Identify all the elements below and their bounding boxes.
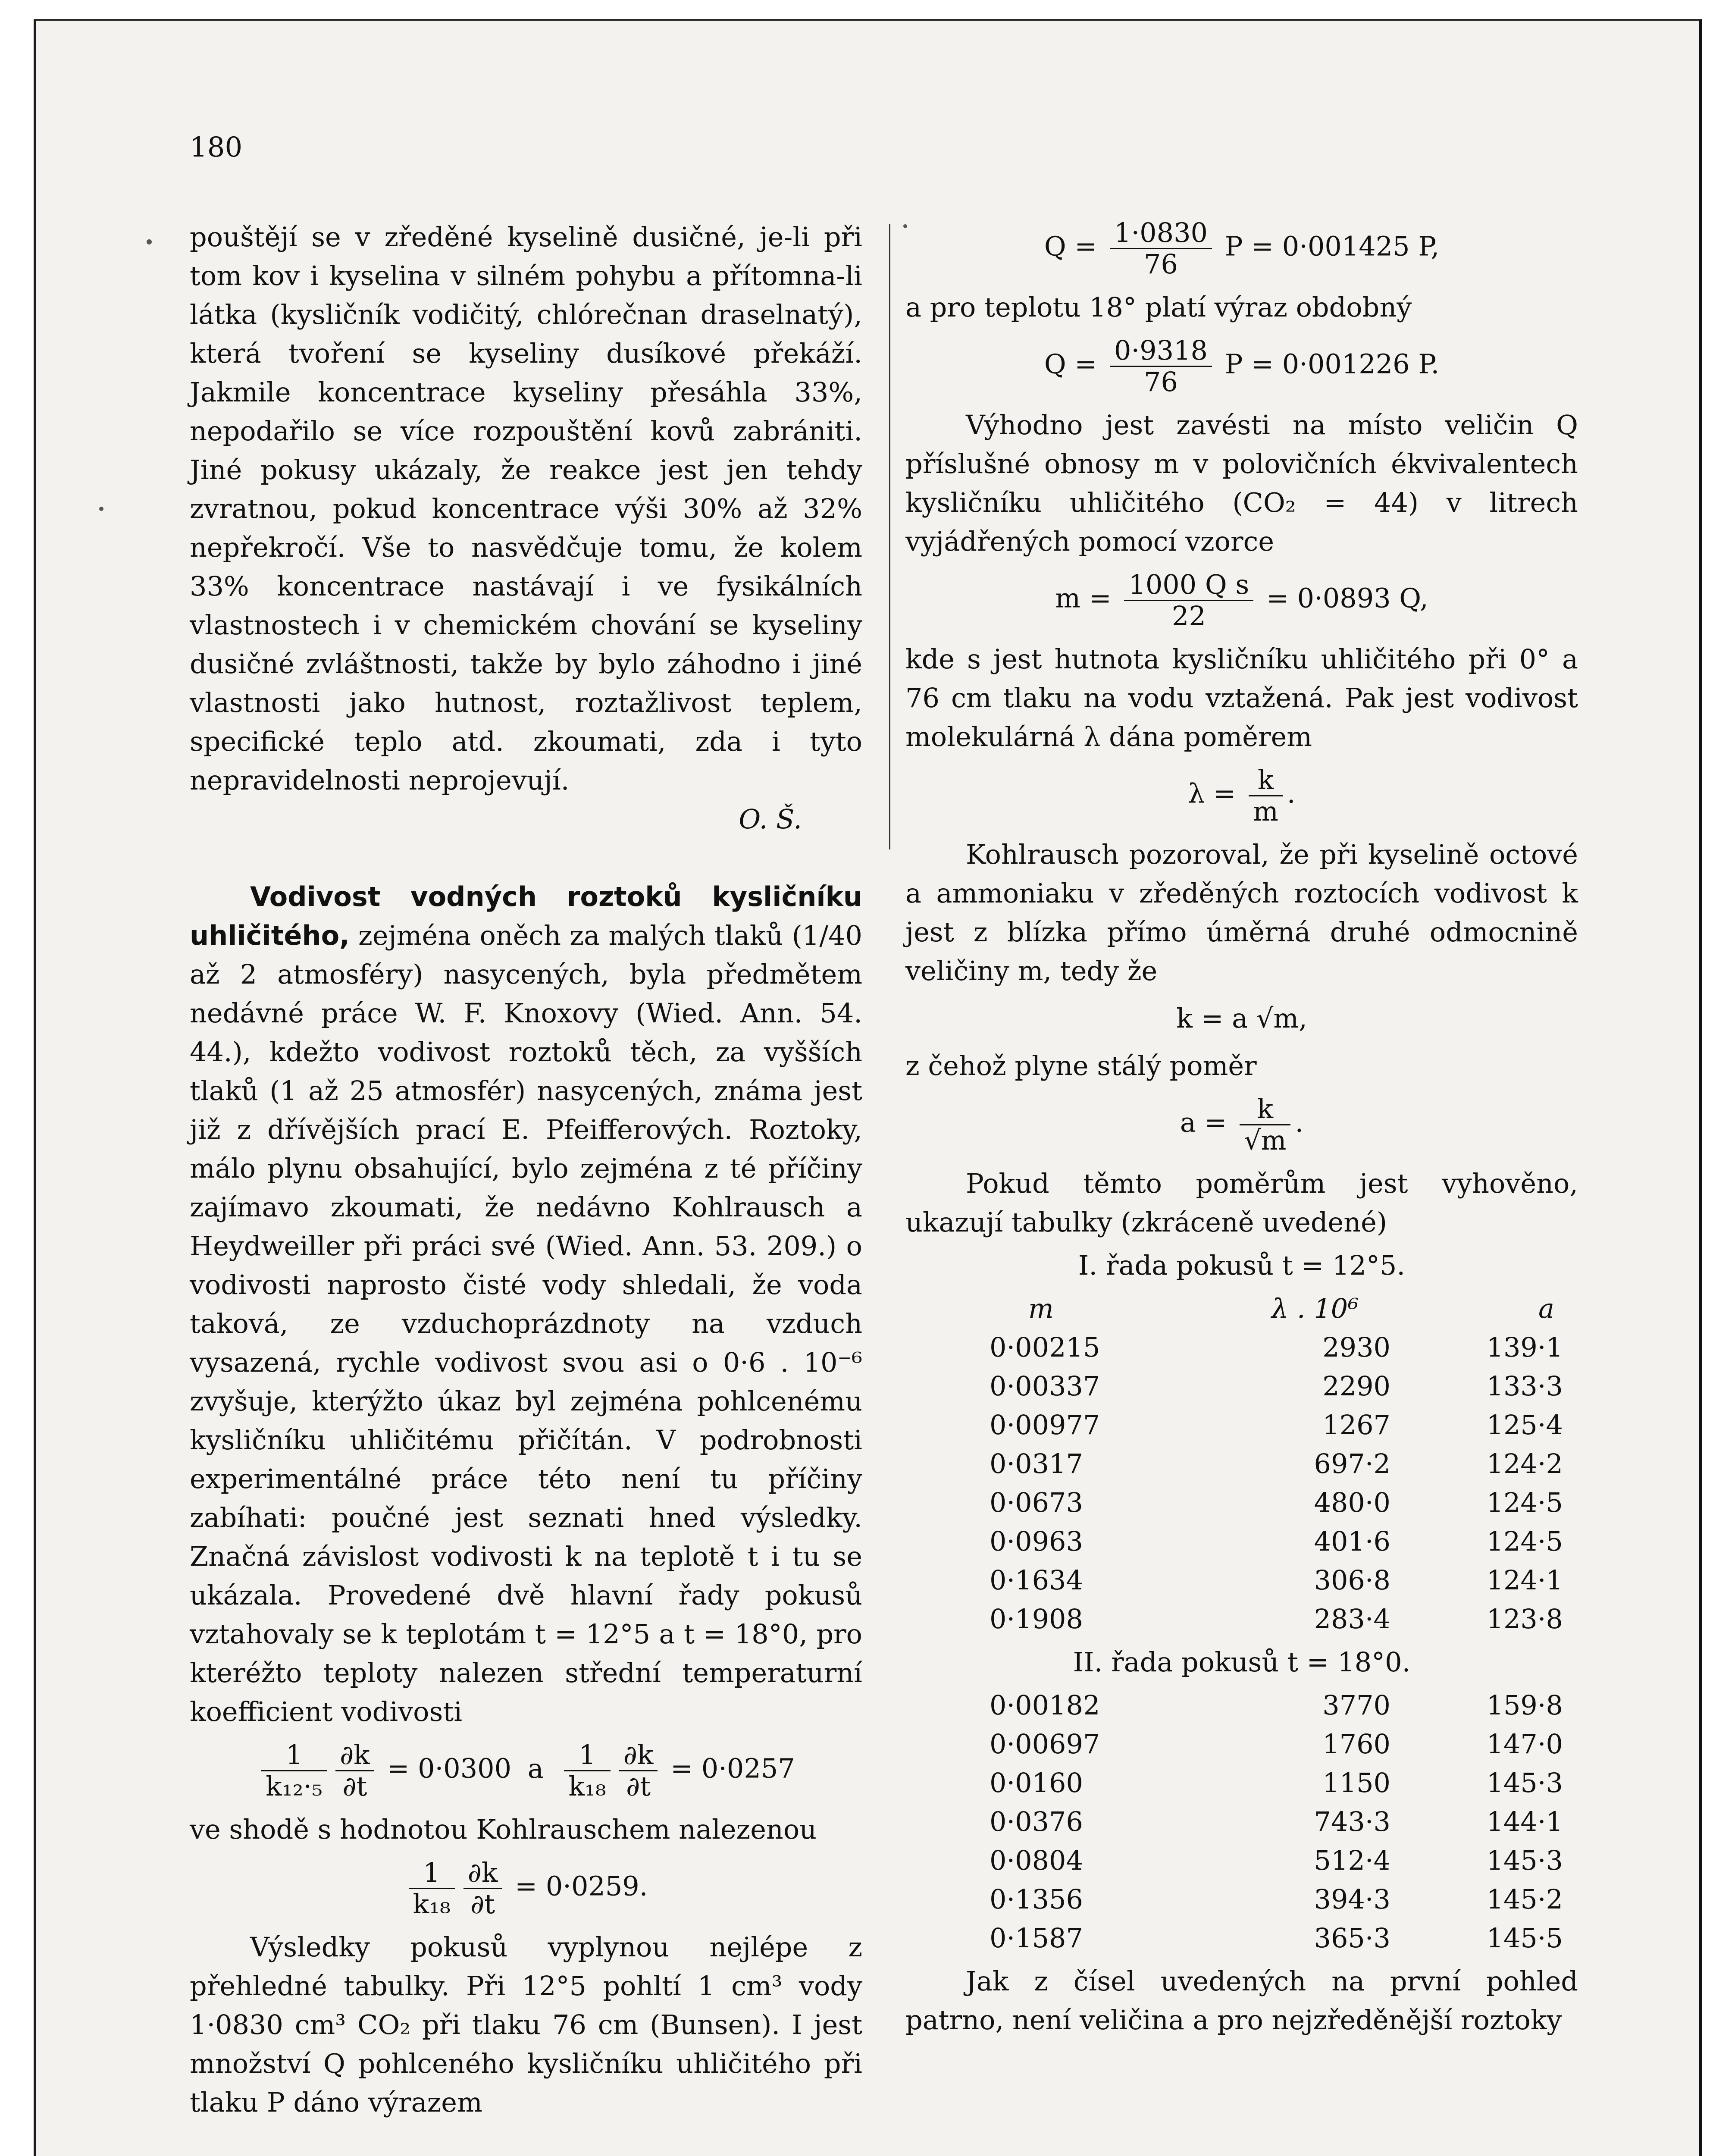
table-row: [990, 1600, 1563, 1639]
table-cell: 0·1587: [990, 1922, 1083, 1954]
table-row: [990, 1880, 1563, 1919]
table-cell: 365·3: [1314, 1922, 1390, 1954]
paragraph-tables-intro: Pokud těmto poměrům jest vyhověno, ukazují tabulky (zkráceně uvedené): [905, 1168, 1578, 1238]
table-cell: 743·3: [1314, 1806, 1390, 1837]
table-cell: 283·4: [1314, 1603, 1390, 1635]
fraction: $\frac{\partial k}{\partial t}$: [335, 1740, 374, 1802]
fraction: $\frac{0\cdot 9318}{76}$: [1110, 335, 1212, 397]
table-row: [990, 1725, 1563, 1764]
table-row: [990, 1919, 1563, 1958]
table-cell: 124·5: [1486, 1526, 1563, 1557]
table-row: [990, 1561, 1563, 1600]
fraction: $\frac{k}{√m}$: [1240, 1094, 1290, 1156]
fraction: $\frac{\partial k}{\partial t}$: [619, 1740, 658, 1802]
table-cell: 147·0: [1486, 1728, 1563, 1760]
table-row: [990, 1686, 1563, 1725]
table-cell: 1760: [1322, 1728, 1390, 1760]
table-cell: 401·6: [1314, 1526, 1390, 1557]
table-cell: 3770: [1322, 1689, 1390, 1721]
series-2-title: II. řada pokusů t = 18°0.: [1073, 1646, 1411, 1678]
left-column: [190, 218, 862, 2122]
table-cell: 2290: [1322, 1370, 1390, 1402]
table-cell: 512·4: [1314, 1845, 1390, 1876]
table-cell: 125·4: [1486, 1409, 1563, 1441]
fraction: $\frac{1}{\text{k₁₈}}$: [409, 1858, 455, 1919]
fraction: $\frac{1}{\text{k₁₂·₅}}$: [261, 1740, 327, 1802]
fraction: $\frac{1}{\text{k₁₈}}$: [564, 1740, 610, 1802]
paragraph-m-definition: Výhodno jest zavésti na místo veličin Q příslušné obnosy m v polovičních ékvivalentech kysličníku uhličitého (CO₂ = 44) v litrech vyjádřených pomocí vzorce: [905, 409, 1578, 557]
results-table-series-1: [990, 1289, 1563, 1639]
table-cell: 139·1: [1486, 1332, 1563, 1363]
table-row: [990, 1406, 1563, 1445]
table-header-row: [990, 1289, 1563, 1328]
table-cell: 124·2: [1486, 1448, 1563, 1479]
table-cell: 0·0376: [990, 1806, 1083, 1837]
table-cell: 144·1: [1486, 1806, 1563, 1837]
scan-speck: [147, 239, 152, 244]
table-cell: 0·00977: [990, 1409, 1100, 1441]
table-cell: 159·8: [1486, 1689, 1563, 1721]
table-cell: 0·0317: [990, 1448, 1083, 1479]
text-line: ve shodě s hodnotou Kohlrauschem nalezenou: [190, 1814, 817, 1845]
formula-q-12-5: Q = $\frac{1\cdot 0830}{76}$ P = 0·001425 P,: [1044, 217, 1440, 280]
text-line: z čehož plyne stálý poměr: [905, 1050, 1257, 1081]
table-cell: 1267: [1322, 1409, 1390, 1441]
fraction: $\frac{k}{m}$: [1249, 765, 1283, 827]
formula-m: m = $\frac{\text{1000 Q s}}{22}$ = 0·0893 Q,: [1055, 569, 1428, 632]
table-row: [990, 1802, 1563, 1841]
paragraph-results: Výsledky pokusů vyplynou nejlépe z přehledné tabulky. Při 12°5 pohltí 1 cm³ vody 1·0830 cm³ CO₂ při tlaku 76 cm (Bunsen). I jest množství Q pohlceného kysličníku uhličitého při tlaku P dáno výrazem: [190, 1931, 862, 2118]
right-column: [905, 218, 1578, 2040]
table-row: [990, 1328, 1563, 1367]
table-cell: 0·00215: [990, 1332, 1100, 1363]
table-row: [990, 1367, 1563, 1406]
table-cell: 0·0963: [990, 1526, 1083, 1557]
table-cell: 145·5: [1486, 1922, 1563, 1954]
page-number: 180: [190, 132, 243, 163]
table-row: [990, 1764, 1563, 1802]
scan-speck: [99, 507, 103, 511]
fraction: $\frac{\text{1000 Q s}}{22}$: [1124, 570, 1253, 631]
series-1-title: I. řada pokusů t = 12°5.: [1078, 1250, 1406, 1281]
table-cell: 0·1908: [990, 1603, 1083, 1635]
section-title: Vodivost vodných roztoků kysličníku uhličitého,: [190, 881, 862, 951]
header-m: m: [1028, 1293, 1054, 1324]
table-cell: 306·8: [1314, 1564, 1390, 1596]
table-cell: 697·2: [1314, 1448, 1390, 1479]
table-cell: 0·00337: [990, 1370, 1100, 1402]
table-cell: 2930: [1322, 1332, 1390, 1363]
paragraph-kohlrausch: Kohlrausch pozoroval, že při kyselině octové a ammoniaku v zředěných roztocích vodivost k jest z blízka přímo úměrná druhé odmocnině veličiny m, tedy že: [905, 839, 1578, 987]
text-line: a pro teplotu 18° platí výraz obdobný: [905, 291, 1412, 323]
table-cell: 133·3: [1486, 1370, 1563, 1402]
table-cell: 124·1: [1486, 1564, 1563, 1596]
formula-q-18: Q = $\frac{0\cdot 9318}{76}$ P = 0·001226 P.: [1044, 335, 1440, 398]
header-a: a: [1538, 1293, 1554, 1324]
fraction: $\frac{\partial k}{\partial t}$: [463, 1858, 502, 1919]
table-cell: 0·0804: [990, 1845, 1083, 1876]
table-cell: 480·0: [1314, 1487, 1390, 1518]
table-cell: 0·0673: [990, 1487, 1083, 1518]
formula-temperature-coefficients: $\frac{1}{\text{k₁₂·₅}}$ $\frac{\partial k}{\partial t}$ = 0·0300 a $\frac{1}{\text{k₁₈}}$ $\frac{\partial k}{\partial t}$ = 0·0257: [190, 1740, 862, 1802]
table-row: [990, 1445, 1563, 1483]
table-cell: 0·00697: [990, 1728, 1100, 1760]
table-cell: 145·3: [1486, 1845, 1563, 1876]
table-cell: 394·3: [1314, 1883, 1390, 1915]
table-row: [990, 1483, 1563, 1522]
table-cell: 1150: [1322, 1767, 1390, 1799]
table-cell: 0·00182: [990, 1689, 1100, 1721]
header-lambda: λ . 10⁶: [1271, 1293, 1359, 1324]
table-cell: 145·2: [1486, 1883, 1563, 1915]
author-signature: O. Š.: [739, 803, 802, 835]
paragraph-s-definition: kde s jest hutnota kysličníku uhličitého při 0° a 76 cm tlaku na vodu vztažená. Pak jest vodivost molekulárná λ dána poměrem: [905, 643, 1578, 752]
table-cell: 0·0160: [990, 1767, 1083, 1799]
formula-kohlrausch-value: $\frac{1}{\text{k₁₈}}$ $\frac{\partial k}{\partial t}$ = 0·0259.: [190, 1858, 862, 1919]
section-paragraph: [190, 877, 862, 1731]
table-row: [990, 1522, 1563, 1561]
results-table-series-2: [990, 1686, 1563, 1958]
formula-k: k = a √m,: [1176, 1003, 1307, 1034]
formula-lambda: λ = $\frac{k}{m}$ .: [1188, 764, 1296, 827]
paragraph-continuation: pouštějí se v zředěné kyselině dusičné, je-li při tom kov i kyselina v silném pohybu a přítomna-li látka (kysličník vodičitý, chlórečnan draselnatý), která tvoření se kyseliny dusíkové překáží. Jakmile koncentrace kyseliny přesáhla 33%, nepodařilo se více rozpouštění kovů zabrániti. Jiné pokusy ukázaly, že reakce jest jen tehdy zvratnou, pokud koncentrace výši 30% až 32% nepřekročí. Vše to nasvědčuje tomu, že kolem 33% koncentrace nastávají i ve fysikálních vlastnostech i v chemickém chování se kyseliny dusičné zvláštnosti, takže by bylo záhodno i jiné vlastnosti jako hutnost, roztažlivost teplem, specifické teplo atd. zkoumati, zda i tyto nepravidelnosti neprojevují.: [190, 221, 862, 796]
section-body: zejména oněch za malých tlaků (1/40 až 2 atmosféry) nasycených, byla předmětem nedávné práce W. F. Knoxovy (Wied. Ann. 54. 44.), kdežto vodivost roztoků těch, za vyšších tlaků (1 až 25 atmosfér) nasycených, známa jest již z dřívějších prací E. Pfeifferových. Roztoky, málo plynu obsahující, bylo zejména z té příčiny zajímavo zkoumati, že nedávno Kohlrausch a Heydweiller při práci své (Wied. Ann. 53. 209.) o vodivosti naprosto čisté vody shledali, že voda taková, ze vzduchoprázdnoty na vzduch vysazená, rychle vodivost svou asi o 0·6 . 10⁻⁶ zvyšuje, kterýžto úkaz byl zejména pohlcenému kysličníku uhličitému přičítán. V podrobnosti experimentálné práce této není tu příčiny zabíhati: poučné jest seznati hned výsledky. Značná závislost vodivosti k na teplotě t i tu se ukázala. Provedené dvě hlavní řady pokusů vztahovaly se k teplotám t = 12°5 a t = 18°0, pro kteréžto teploty nalezen střední temperaturní koefficient vodivosti: [190, 920, 862, 1727]
table-cell: 145·3: [1486, 1767, 1563, 1799]
table-cell: 0·1356: [990, 1883, 1083, 1915]
table-cell: 0·1634: [990, 1564, 1083, 1596]
table-cell: 123·8: [1486, 1603, 1563, 1635]
table-cell: 124·5: [1486, 1487, 1563, 1518]
column-divider: [889, 224, 890, 849]
paragraph-conclusion: Jak z čísel uvedených na první pohled patrno, není veličina a pro nejzředěnější roztoky: [905, 1965, 1578, 2036]
formula-a: a = $\frac{k}{√m}$ .: [1180, 1093, 1304, 1156]
fraction: $\frac{1\cdot 0830}{76}$: [1110, 218, 1212, 279]
table-row: [990, 1841, 1563, 1880]
